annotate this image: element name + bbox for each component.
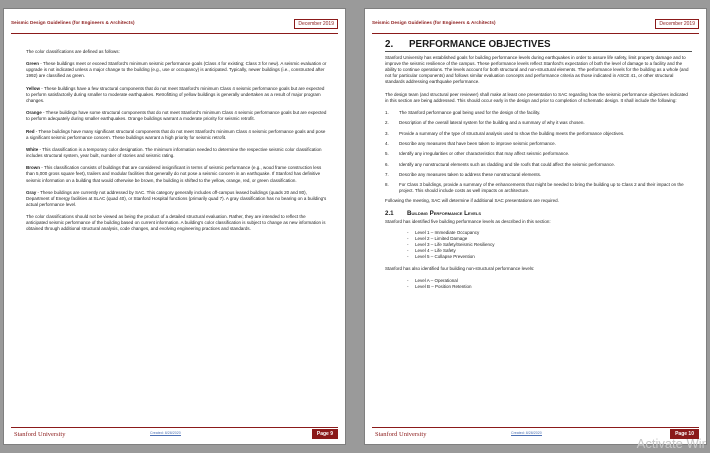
- footer-link[interactable]: Created: 8/28/2020: [511, 431, 542, 435]
- nonstructural-levels-list: [407, 278, 692, 290]
- footer-rule: [372, 427, 699, 428]
- closing-paragraph: The color classifications should not be viewed as being the product of a detailed structural evaluation. Rather, they are intended to reflect the anticipated seismic performance of the building based on current information. A building's color classification is subject to change as new information is obtained through additional structural analysis, code changes, and evolving engineering practices and standards.: [26, 214, 326, 232]
- activation-watermark: Activate Wir: [636, 436, 706, 451]
- header-date: December 2019: [655, 19, 699, 29]
- list-item: 4. Describe any measures that have been taken to improve seismic performance.: [385, 140, 556, 146]
- document-page-9: [3, 8, 346, 445]
- list-item: 7. Describe any measures taken to address these nonstructural elements.: [385, 171, 542, 177]
- header-title: Seismic Design Guidelines (for Engineers & Architects): [11, 20, 135, 25]
- classification-brown: Brown - This classification consists of buildings that are considered insignificant in terms of seismic performance (e.g., wood frame construction less than 5,000 gross square feet), trailers and modular facilities that generally do not pose a seismic concern in an earthquake. If Stanford has definitive seismic information on a building that would otherwise be brown, the building is shifted to the yellow, orange, red, or green classification.: [26, 165, 322, 183]
- classification-red: Red - These buildings have many significant structural components that do not meet Stanford's minimum Class 4 seismic performance goals and pose a significant seismic performance concern. These buildings warrant a high priority for seismic retrofit.: [26, 128, 326, 140]
- list-item: 5. Identify any irregularities or other characteristics that may affect seismic performance.: [385, 151, 570, 157]
- section-rule: [385, 51, 692, 52]
- list-item: 8. For Class 3 buildings, provide a summary of the enhancements that might be needed to bring the building up to Class 2 and their impact on the project. This should include costs as well impacts on architecture.: [385, 182, 684, 194]
- page-header: [372, 20, 699, 31]
- presentation-paragraph: The design team (and structural peer reviewer) shall make at least one presentation to SAC regarding how the seismic performance objectives indicated in this section are being addressed. This should occur early in the design and prior to completion of schematic design. It shall include the following:: [385, 91, 688, 103]
- performance-levels-list: [407, 230, 692, 260]
- list-item: - Level 5 – Collapse Prevention: [407, 254, 475, 260]
- classification-yellow: Yellow - These buildings have a few structural components that do not meet Stanford's minimum Class 4 seismic performance goals but are expected to perform satisfactorily during smaller to moderate earthquakes. Retrofitting of yellow buildings is generally undertaken as a result of major program changes.: [26, 85, 325, 103]
- header-title: Seismic Design Guidelines (for Engineers & Architects): [372, 20, 496, 25]
- list-item: 1. The Stanford performance goal being used for the design of the facility.: [385, 110, 541, 116]
- subsection-intro: Stanford has identified five building performance levels as described in this section:: [385, 218, 551, 224]
- presentation-checklist: [385, 110, 692, 194]
- intro-paragraph: The color classifications are defined as follows:: [26, 49, 120, 54]
- nonstructural-intro: Stanford has also identified four building non-structural performance levels:: [385, 266, 535, 272]
- subsection-title: Building Performance Levels: [407, 209, 482, 217]
- section-heading: [385, 39, 692, 50]
- footer-link[interactable]: Created: 8/28/2020: [150, 431, 181, 435]
- footer-org: Stanford University: [375, 431, 427, 438]
- list-item: - Level A – Operational: [407, 277, 458, 283]
- page-body: [385, 39, 692, 296]
- followup-paragraph: Following the meeting, SAC will determine if additional SAC presentations are required.: [385, 198, 559, 204]
- list-item: 6. Identify any nonstructural elements such as cladding and tile roofs that could affect the seismic performance.: [385, 161, 616, 167]
- list-item: 3. Provide a summary of the type of structural analysis used to show the building meets the performance objectives.: [385, 130, 625, 136]
- list-item: 2. Description of the overall lateral system for the building and a summary of why it was chosen.: [385, 120, 585, 126]
- section-title: PERFORMANCE OBJECTIVES: [409, 39, 551, 50]
- page-number-badge: Page 9: [312, 429, 338, 439]
- header-rule: [11, 33, 338, 34]
- page-number-badge: Page 10: [670, 429, 699, 439]
- classification-white: White - This classification is a temporary color designation. The minimum information needed to determine the respective seismic color classification includes structural system, year built, number of stories and seismic rating.: [26, 146, 322, 159]
- subsection-heading: [385, 211, 692, 217]
- classification-gray: Gray - These buildings are currently not addressed by SAC. This category generally includes off-campus leased buildings (quads 20 and 80), Department of Energy facilities at SLAC (quad 40), or Stanford Hospital functions (primarily quad 7). A gray classification has no bearing on a building's actual performance level.: [26, 189, 327, 207]
- section-intro: Stanford University has established goals for building performance levels during earthquakes in order to assure life safety, limit property damage and to improve the seismic resilience of the campus. These performance levels reflect Stanford's expectation of both the level of damage to a facility and the ability to continue operations. The levels account for both structural and non-structural elements. The performance levels for the building as a whole (and not for particular components) and follows similar evaluation concepts and performance criteria as those indicated in ASCE 41, or other structural standards addressing earthquake performance.: [385, 55, 689, 85]
- header-rule: [372, 33, 699, 34]
- footer-org: Stanford University: [14, 431, 66, 438]
- page-header: [11, 20, 338, 31]
- classification-green: Green - These buildings meet or exceed Stanford's minimum seismic performance goals (Class 4 for existing; Class 3 for new). A seismic evaluation or upgrade is not indicated unless a major change to the building (e.g., use or occupancy) is anticipated. Typically, newer buildings (i.e., constructed after 1992) are classified as green.: [26, 61, 327, 79]
- list-item: - Level 2 – Limited Damage: [407, 236, 468, 242]
- subsection-number: 2.1: [385, 209, 394, 217]
- color-classification-list: [26, 61, 327, 208]
- page-body: [26, 49, 327, 239]
- list-item: - Level B – Position Retention: [407, 283, 472, 289]
- section-number: 2.: [385, 39, 394, 50]
- list-item: - Level 3 – Life Safety/Seismic Resiliency: [407, 242, 495, 248]
- header-date: December 2019: [294, 19, 338, 29]
- document-page-10: [364, 8, 707, 445]
- classification-orange: Orange - These buildings have some structural components that do not meet Stanford's minimum Class 4 seismic performance goals but are expected to perform adequately during smaller earthquakes. Orange buildings warrant a moderate priority for seismic retrofit.: [26, 110, 327, 122]
- footer-rule: [11, 427, 338, 428]
- list-item: - Level 4 – Life Safety: [407, 248, 456, 254]
- list-item: - Level 1 – Immediate Occupancy: [407, 229, 480, 235]
